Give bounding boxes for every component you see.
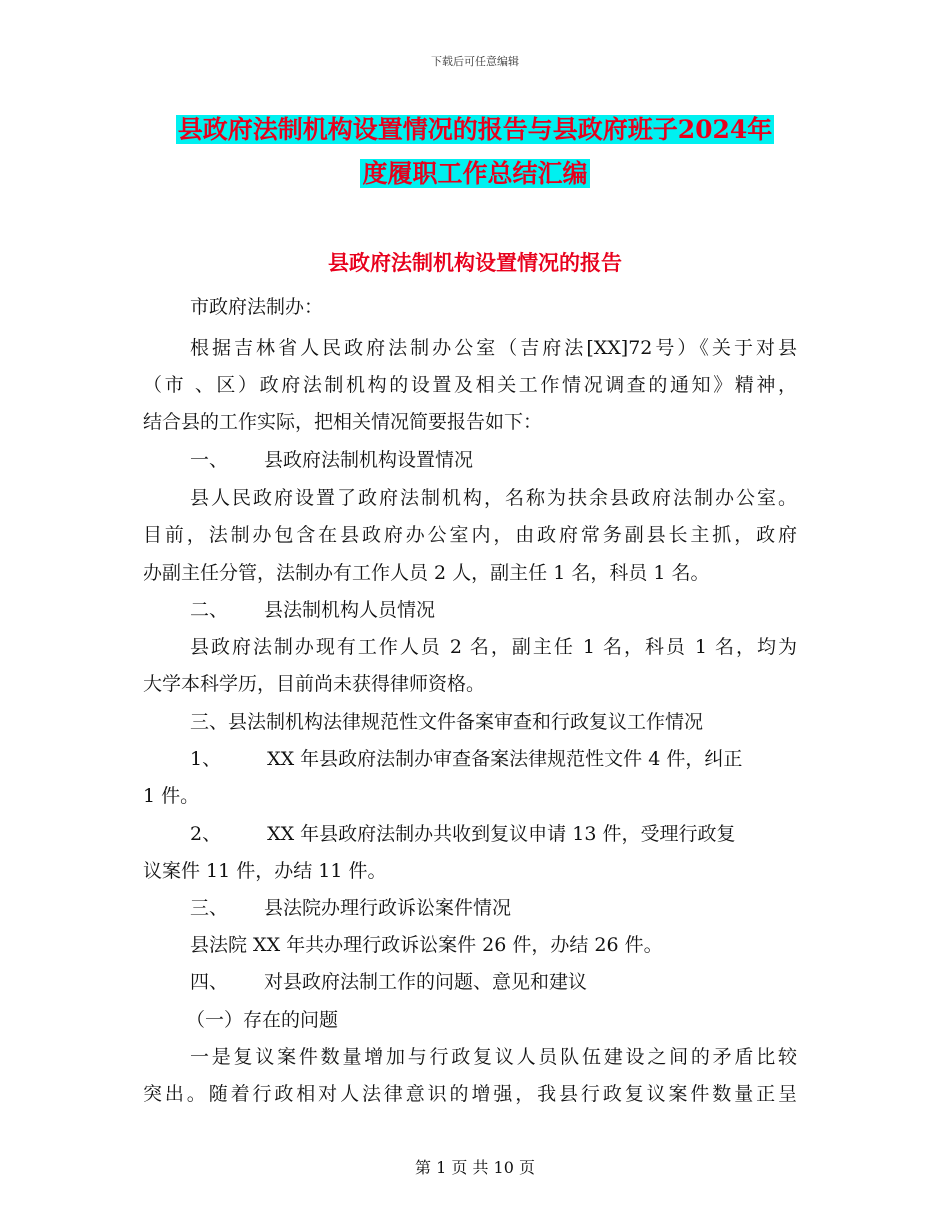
heading-2-text: 县法制机构人员情况 — [264, 599, 436, 621]
heading-1 — [190, 447, 473, 473]
paragraph-3-line-2: 大学本科学历，目前尚未获得律师资格。 — [143, 673, 486, 695]
salutation: 市政府法制办： — [190, 296, 324, 318]
paragraph-3-line-1: 县政府法制办现有工作人员 2 名，副主任 1 名，科员 1 名，均为 — [190, 636, 797, 658]
item-2-text: XX 年县政府法制办共收到复议申请 13 件，受理行政复 — [267, 823, 736, 845]
paragraph-5-line-2: 突出。随着行政相对人法律意识的增强，我县行政复议案件数量正呈 — [143, 1083, 797, 1105]
heading-6: （一）存在的问题 — [186, 1009, 339, 1031]
item-2-line-1 — [190, 821, 735, 847]
document-title-line-2: 度履职工作总结汇编 — [362, 159, 588, 188]
item-2-number: 2、 — [190, 823, 222, 845]
paragraph-1-line-3: 结合县的工作实际，把相关情况简要报告如下： — [143, 411, 543, 433]
item-2-line-2: 议案件 11 件，办结 11 件。 — [143, 860, 387, 882]
item-1-line-2: 1 件。 — [143, 785, 200, 807]
heading-4 — [190, 895, 511, 921]
paragraph-4: 县法院 XX 年共办理行政诉讼案件 26 件，办结 26 件。 — [190, 934, 663, 956]
heading-1-number: 一、 — [190, 449, 229, 471]
heading-5 — [190, 969, 587, 995]
paragraph-2-line-3: 办副主任分管，法制办有工作人员 2 人，副主任 1 名，科员 1 名。 — [143, 562, 710, 584]
heading-5-text: 对县政府法制工作的问题、意见和建议 — [264, 971, 588, 993]
heading-4-number: 三、 — [190, 897, 229, 919]
page-footer: 第 1 页 共 10 页 — [415, 1158, 535, 1177]
paragraph-1-line-2: （市 、区）政府法制机构的设置及相关工作情况调查的通知》精神， — [143, 374, 797, 396]
item-1-line-1 — [190, 746, 742, 772]
paragraph-5-line-1: 一是复议案件数量增加与行政复议人员队伍建设之间的矛盾比较 — [190, 1046, 797, 1068]
section-title: 县政府法制机构设置情况的报告 — [328, 250, 622, 275]
heading-4-text: 县法院办理行政诉讼案件情况 — [264, 897, 512, 919]
document-title-line-1: 县政府法制机构设置情况的报告与县政府班子2024年 — [177, 115, 773, 144]
item-1-text: XX 年县政府法制办审查备案法律规范性文件 4 件，纠正 — [267, 748, 743, 770]
item-1-number: 1、 — [190, 748, 222, 770]
heading-3: 三、县法制机构法律规范性文件备案审查和行政复议工作情况 — [190, 711, 704, 733]
header-note: 下载后可任意编辑 — [431, 55, 519, 68]
heading-2-number: 二、 — [190, 599, 229, 621]
heading-2 — [190, 597, 435, 623]
paragraph-2-line-2: 目前，法制办包含在县政府办公室内，由政府常务副县长主抓，政府 — [143, 524, 797, 546]
heading-1-text: 县政府法制机构设置情况 — [264, 449, 474, 471]
heading-5-number: 四、 — [190, 971, 229, 993]
paragraph-2-line-1: 县人民政府设置了政府法制机构，名称为扶余县政府法制办公室。 — [190, 487, 797, 509]
paragraph-1-line-1: 根据吉林省人民政府法制办公室（吉府法[XX]72号）《关于对县 — [190, 337, 797, 359]
